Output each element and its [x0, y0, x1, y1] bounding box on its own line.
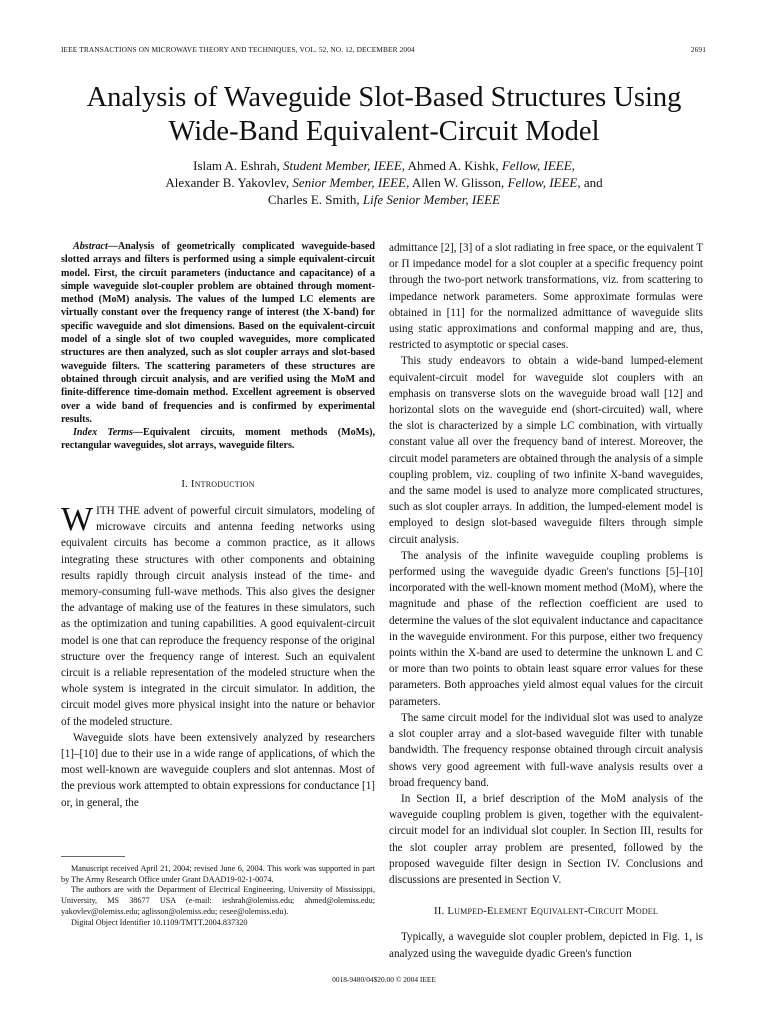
author-name: Charles E. Smith, [267, 192, 363, 207]
abstract [61, 240, 375, 426]
author-name: Alexander B. Yakovlev, [165, 175, 293, 190]
index-terms-label: Index Terms [73, 427, 133, 439]
author-role: Life Senior Member, IEEE [362, 192, 501, 207]
intro-paragraph-1-text: ITH THE advent of powerful circuit simulators, modeling of microwave circuits and antenna feeding networks using equivalent circuits has become a common practice, as it allows integrating these structures with other components and obtaining results rapidly through circuit analysis instead of the time- and memory-consuming full-wave methods. This also gives the designer the advantage of making use of the features in these simulators, such as the optimization and tuning capabilities. A good equivalent-circuit model is one that can reproduce the frequency response of the original structure over the frequency range of interest. Such an equivalent circuit is a reliable representation of the modeled structure when the whole system is integrated in the circuit simulator. In addition, the circuit model gives more physical insight into the nature or behavior of the modeled structure. [61, 504, 375, 728]
copyright-line: 0018-9480/04$20.00 © 2004 IEEE [332, 975, 436, 984]
right-column [389, 240, 703, 962]
footnote [61, 864, 375, 928]
author-role: Fellow, IEEE [507, 175, 578, 190]
right-paragraph-3: The analysis of the infinite waveguide coupling problems is performed using the waveguide dyadic Green's functions [5]–[10] incorporated with the well-known moment method (MoM), where the magnitude and phase of the reflection coefficient are used to determine the values of the slot equivalent inductance and capacitance in the waveguide environment. For this purpose, either two frequency points within the X-band are used to determine the unknown L and C or more than two points to obtain least square error values for these parameters. Both approaches yield almost equal values for the circuit parameters. [389, 549, 703, 708]
intro-paragraph-1 [61, 500, 375, 730]
right-paragraph-6: Typically, a waveguide slot coupler problem, depicted in Fig. 1, is analyzed using the waveguide dyadic Green's function [389, 931, 703, 960]
author-separator: , and [577, 175, 603, 190]
right-paragraph-5: In Section II, a brief description of the MoM analysis of the waveguide coupling problem is given, together with the equivalent-circuit model for an individual slot coupler. In Section III, results for the slot coupler array problem are presented, followed by the proposed waveguide filter design in Section IV. Conclusions and discussions are presented in Section V. [389, 792, 703, 886]
title-line-1: Analysis of Waveguide Slot-Based Structures Using [86, 82, 682, 113]
author-list [60, 157, 708, 208]
journal-citation: IEEE TRANSACTIONS ON MICROWAVE THEORY AND TECHNIQUES, VOL. 52, NO. 12, DECEMBER 2004 [61, 45, 415, 54]
abstract-text: —Analysis of geometrically complicated waveguide-based slotted arrays and filters is performed using a simple equivalent-circuit model. First, the circuit parameters (inductance and capacitance) of a simple waveguide slot-coupler problem are obtained through moment-method (MoM) analysis. The values of the lumped LC elements are virtually constant over the frequency range of interest (the X-band) for specific waveguide and slot dimensions. Based on the equivalent-circuit model of a single slot of two coupled waveguides, more complicated structures are then analyzed, such as slot coupler arrays and slot-based waveguide filters. The scattering parameters of these structures are obtained through circuit analysis, and are verified using the MoM and finite-difference time-domain method. Excellent agreement is observed over a wide band of frequencies and is confirmed by experimental results. [61, 241, 375, 425]
author-separator: , [571, 158, 575, 173]
running-header [61, 45, 706, 54]
paper-title [40, 81, 728, 149]
abstract-label: Abstract [73, 241, 108, 252]
page-number: 2691 [690, 45, 706, 54]
drop-cap: W [61, 500, 94, 538]
author-role: Fellow, IEEE [501, 158, 572, 173]
right-paragraph-1: admittance [2], [3] of a slot radiating in free space, or the equivalent T or Π impedance model for a slot coupler at a specific frequency point through the two-port network transformations, viz. from scattering to impedance network parameters. Some approximate formulas were obtained in [11] for the normalized admittance of waveguide slits using static approximations and conformal mapping and are, thus, restricted to asymptotic or special cases. [389, 242, 703, 352]
section-heading-introduction: I. Introduction [181, 477, 255, 490]
author-name: , Allen W. Glisson, [406, 175, 508, 190]
footnote-affiliation: The authors are with the Department of Electrical Engineering, University of Mississippi, University, MS 38677 USA (e-mail: ieshrah@olemiss.edu; ahmed@olemiss.edu; yakovlev@olemiss.edu; aglisson@olemiss.edu; cesee@olemiss.edu). [61, 885, 375, 916]
footnote-rule [61, 856, 125, 857]
index-terms-text: —Equivalent circuits, moment methods (MoMs), rectangular waveguides, slot arrays, waveguide filters. [61, 427, 375, 452]
intro-paragraph-2: Waveguide slots have been extensively analyzed by researchers [1]–[10] due to their use in a wide range of applications, of which the most well-known are waveguide couplers and slot antennas. Most of the previous work attempted to obtain expressions for conductance [1] or, in general, the [61, 731, 376, 809]
author-name: Islam A. Eshrah, [193, 158, 284, 173]
title-line-2: Wide-Band Equivalent-Circuit Model [168, 116, 600, 147]
right-paragraph-2: This study endeavors to obtain a wide-band lumped-element equivalent-circuit model for waveguide slot couplers with an emphasis on transverse slots on the waveguide broad wall [12] and horizontal slots on the waveguide end (short-circuited) wall, where the slot is characterized by a simple LC combination, with virtually constant value all over the frequency band of interest. Moreover, the circuit model parameters are obtained through the analysis of a simple coupling problem, viz. coupling of two infinite X-band waveguides, and the same model is used to analyze more complicated structures, such as slot coupler arrays. In addition, the lumped-element model is employed to design slot-based waveguide filters through simple circuit analysis. [389, 355, 703, 546]
author-name: , Ahmed A. Kishk, [401, 158, 502, 173]
index-terms [61, 426, 375, 453]
right-paragraph-4: The same circuit model for the individual slot was used to analyze a slot coupler array and a slot-based waveguide filter with tunable bandwidth. The frequency response obtained through circuit analysis shows very good agreement with full-wave analysis results over a broad frequency band. [389, 711, 703, 789]
footnote-doi: Digital Object Identifier 10.1109/TMTT.2004.837320 [71, 917, 248, 927]
section-heading-model: II. Lumped-Element Equivalent-Circuit Model [434, 905, 658, 918]
left-column [61, 240, 375, 811]
footnote-manuscript: Manuscript received April 21, 2004; revised June 6, 2004. This work was supported in part by The Army Research Office under Grant DAAD19-02-1-0074. [61, 864, 375, 884]
author-role: Senior Member, IEEE [292, 175, 407, 190]
author-role: Student Member, IEEE [283, 158, 402, 173]
